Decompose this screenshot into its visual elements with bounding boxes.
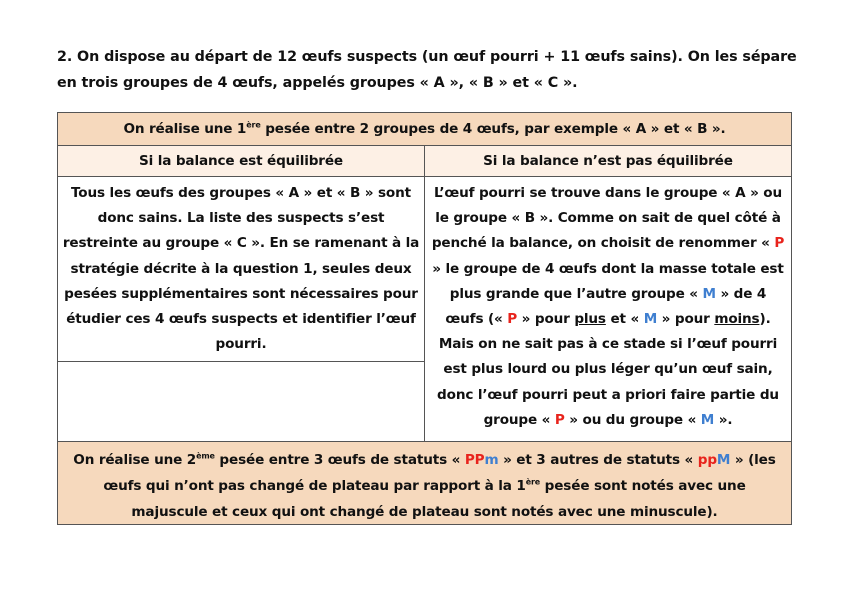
cell-unbalanced (425, 177, 791, 441)
footer-text-5: pesée sont notés avec une majuscule et ceux qui ont changé de plateau sont notés avec une minuscule). (131, 478, 746, 520)
table-header-first-weighing (58, 113, 791, 146)
table-subheader-row (58, 146, 791, 177)
header-sup: ère (246, 120, 261, 130)
footer-text-1: On réalise une 2 (73, 452, 197, 468)
header-text-post: pesée entre 2 groupes de 4 œufs, par exemple « A » et « B ». (260, 121, 726, 137)
label-M: M (702, 285, 716, 302)
unbalanced-text-3: » de 4 œufs (« (445, 285, 767, 328)
word-plus: plus (574, 311, 606, 328)
unbalanced-text-2: » le groupe de 4 œufs dont la masse totale est plus grande que l’autre groupe « (432, 260, 784, 302)
label-P: P (554, 411, 565, 428)
status-M: M (716, 452, 731, 468)
table-footer-second-weighing (58, 441, 791, 524)
label-P: P (507, 311, 518, 328)
unbalanced-text-6: » pour (657, 311, 715, 328)
status-m: m (484, 452, 499, 468)
unbalanced-text-7: ). Mais on ne sait pas à ce stade si l’œuf pourri est plus lourd ou plus léger qu’un œuf sain, donc l’œuf pourri peut a priori faire partie du groupe « (437, 311, 779, 428)
unbalanced-text-9: ». (714, 411, 733, 428)
status-pp: pp (697, 452, 717, 468)
column-header-balanced: Si la balance est équilibrée (58, 146, 425, 177)
footer-sup-2: ère (525, 477, 541, 487)
column-header-unbalanced: Si la balance n’est pas équilibrée (425, 146, 791, 177)
unbalanced-text-5: et « (605, 311, 644, 328)
header-text-pre: On réalise une 1 (123, 121, 247, 137)
label-M: M (643, 311, 658, 328)
intro-paragraph: 2. On dispose au départ de 12 œufs suspects (un œuf pourri + 11 œufs sains). On les sépare en trois groupes de 4 œufs, appelés groupes « A », « B » et « C ». (57, 49, 797, 91)
label-M: M (700, 411, 715, 428)
cell-balanced (58, 177, 425, 441)
footer-sup-1: ème (196, 451, 215, 461)
word-moins: moins (714, 311, 760, 328)
table-body-row (58, 177, 791, 441)
unbalanced-text-4: » pour (517, 311, 575, 328)
balanced-text: Tous les œufs des groupes « A » et « B » sont donc sains. La liste des suspects s’est restreinte au groupe « C ». En se ramenant à la stratégie décrite à la question 1, seules deux pesées supplémentaires sont nécessaires pour étudier ces 4 œufs suspects et identifier l’œuf pourri. (58, 181, 424, 362)
unbalanced-text-1: L’œuf pourri se trouve dans le groupe « A » ou le groupe « B ». Comme on sait de quel côté à penché la balance, on choisit de renommer « (431, 185, 783, 252)
status-PP: PP (464, 452, 485, 468)
label-P: P (774, 235, 785, 252)
footer-text-2: pesée entre 3 œufs de statuts « (214, 452, 465, 468)
strategy-table (57, 112, 792, 525)
footer-text-3: » et 3 autres de statuts « (498, 452, 698, 468)
unbalanced-text-8: » ou du groupe « (564, 411, 701, 428)
footer-text-4: » (les œufs qui n’ont pas changé de plateau par rapport à la 1 (103, 452, 776, 494)
